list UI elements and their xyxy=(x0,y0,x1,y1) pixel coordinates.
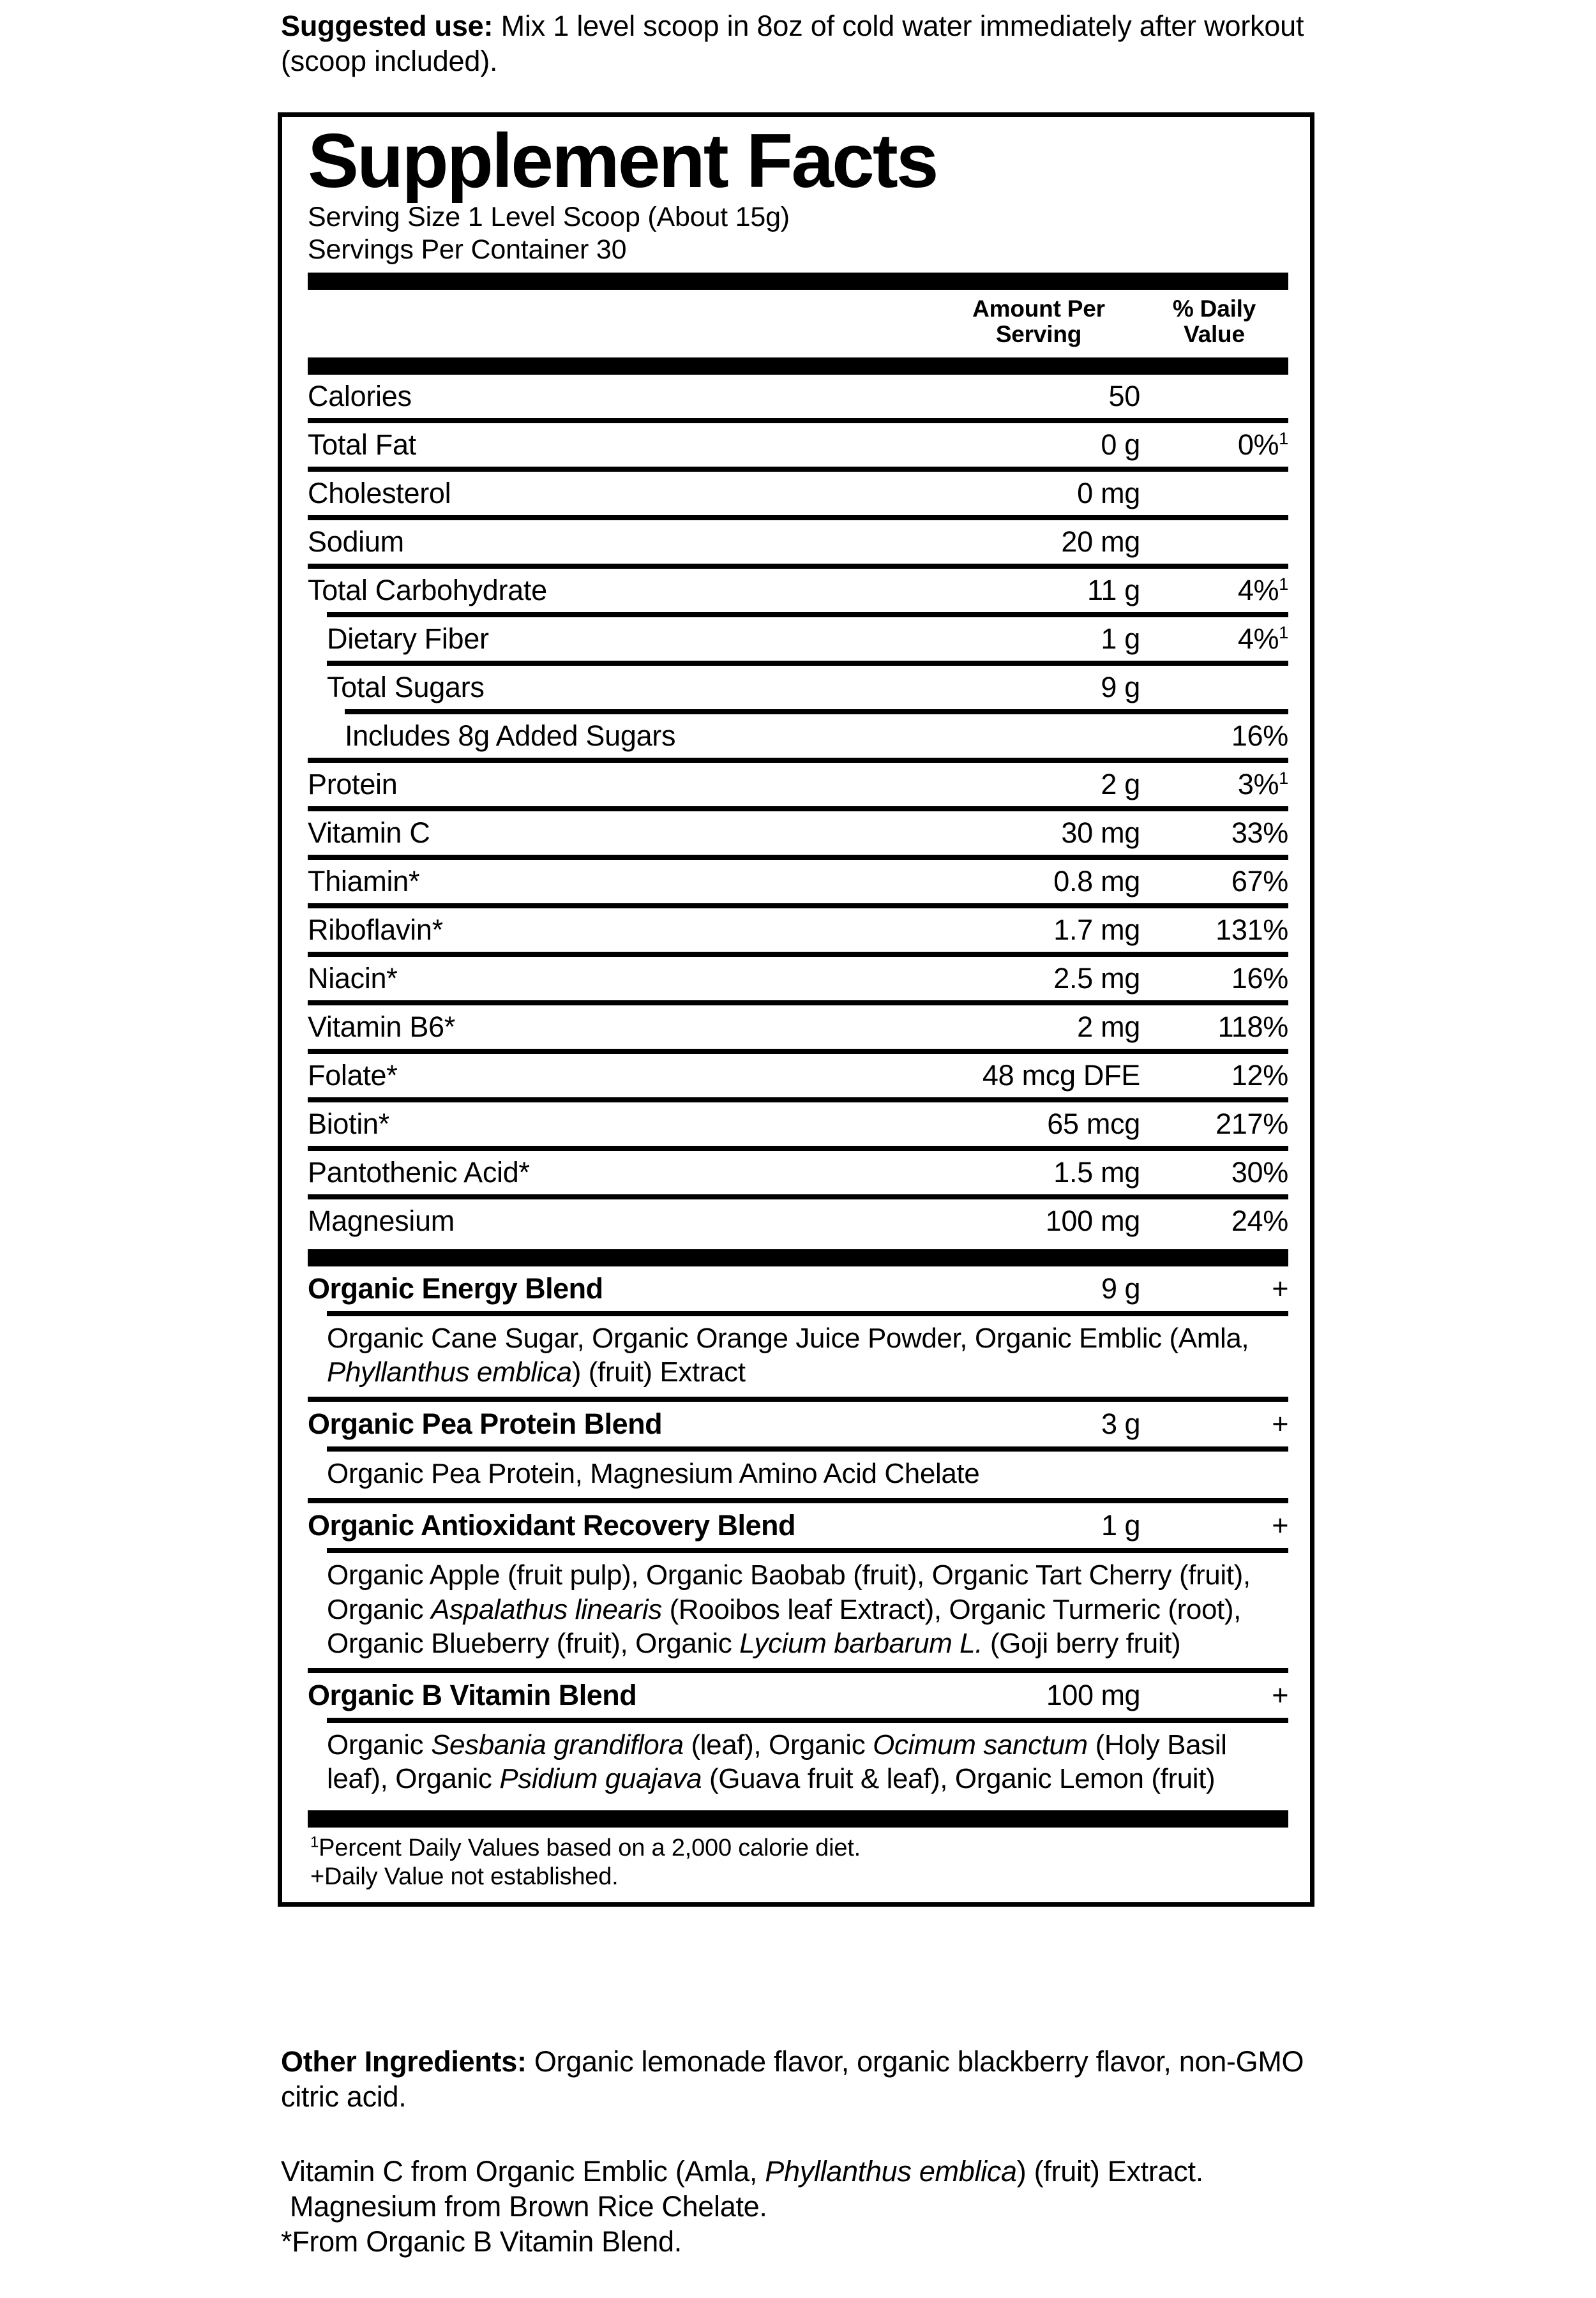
nutrient-row xyxy=(308,860,1288,903)
nutrient-name: Biotin* xyxy=(308,1107,389,1140)
column-header-amount-line1: Amount Per xyxy=(972,295,1105,322)
nutrient-row xyxy=(308,957,1288,1000)
blend-section-divider xyxy=(308,1397,1288,1402)
blend-daily-value: + xyxy=(1272,1408,1288,1441)
nutrient-amount: 1 g xyxy=(1101,622,1140,655)
nutrient-name: Riboflavin* xyxy=(308,913,443,946)
row-divider xyxy=(308,418,1288,423)
blend-ingredients: Organic Pea Protein, Magnesium Amino Acid Chelate xyxy=(327,1458,980,1490)
nutrient-name: Includes 8g Added Sugars xyxy=(345,719,676,752)
blend-amount: 9 g xyxy=(1101,1272,1140,1305)
nutrient-row xyxy=(308,472,1288,515)
nutrient-amount: 1.7 mg xyxy=(1053,913,1140,946)
nutrient-row xyxy=(308,375,1288,418)
nutrient-daily-value: 67% xyxy=(1231,864,1288,897)
nutrient-row xyxy=(308,520,1288,564)
page-title: Supplement Facts xyxy=(308,118,937,204)
suggested-use-label: Suggested use: xyxy=(281,10,493,42)
nutrient-daily-value: 217% xyxy=(1216,1107,1288,1140)
blend-divider xyxy=(327,1311,1288,1316)
blend-sections xyxy=(308,1266,1288,1804)
nutrient-daily-value: 30% xyxy=(1231,1155,1288,1189)
nutrient-amount: 30 mg xyxy=(1061,816,1140,849)
nutrient-name: Protein xyxy=(308,767,398,800)
blend-name: Organic Antioxidant Recovery Blend xyxy=(308,1509,795,1542)
suggested-use-block xyxy=(281,9,1315,79)
row-divider xyxy=(308,467,1288,472)
nutrient-row xyxy=(308,1005,1288,1049)
supplement-facts-panel xyxy=(278,112,1314,1907)
nutrient-name: Thiamin* xyxy=(308,864,420,897)
column-header-amount-line2: Serving xyxy=(995,320,1082,347)
source-note-b-vitamin: *From Organic B Vitamin Blend. xyxy=(281,2225,682,2258)
blend-heading-row xyxy=(308,1266,1288,1311)
nutrient-amount: 48 mcg DFE xyxy=(982,1058,1140,1092)
nutrient-daily-value: 16% xyxy=(1231,961,1288,995)
other-ingredients-label: Other Ingredients: xyxy=(281,2045,527,2078)
blend-heading-row xyxy=(308,1402,1288,1446)
row-divider xyxy=(308,1000,1288,1005)
row-divider xyxy=(308,1097,1288,1102)
blend-ingredients: Organic Sesbania grandiflora (leaf), Organic Ocimum sanctum (Holy Basil leaf), Organic Psidium guajava (Guava fruit & leaf), Organic Lemon (fruit) xyxy=(327,1729,1227,1795)
blend-heading-row xyxy=(308,1503,1288,1548)
blend-daily-value: + xyxy=(1272,1509,1288,1542)
blend-name: Organic Energy Blend xyxy=(308,1272,603,1305)
blend-section-divider xyxy=(308,1498,1288,1503)
blend-daily-value: + xyxy=(1272,1679,1288,1712)
nutrient-amount: 0 g xyxy=(1101,428,1140,461)
nutrient-name: Vitamin B6* xyxy=(308,1010,455,1043)
rule-thick-blends xyxy=(308,1249,1288,1266)
daily-value-footnote-marker: 1 xyxy=(1279,428,1288,448)
nutrient-name: Total Carbohydrate xyxy=(308,573,547,606)
nutrient-row xyxy=(308,617,1288,661)
nutrient-name: Total Fat xyxy=(308,428,416,461)
blend-name: Organic B Vitamin Blend xyxy=(308,1679,637,1712)
row-divider xyxy=(327,612,1288,617)
nutrient-row xyxy=(308,908,1288,952)
nutrient-name: Sodium xyxy=(308,525,404,558)
column-header-dv-line1: % Daily xyxy=(1172,295,1256,322)
nutrient-daily-value: 118% xyxy=(1217,1010,1288,1043)
nutrient-amount: 0 mg xyxy=(1077,476,1140,509)
nutrient-daily-value: 24% xyxy=(1231,1204,1288,1237)
row-divider xyxy=(308,952,1288,957)
blend-divider xyxy=(327,1548,1288,1553)
blend-amount: 1 g xyxy=(1101,1509,1140,1542)
row-divider xyxy=(308,564,1288,569)
nutrient-amount: 100 mg xyxy=(1045,1204,1140,1237)
nutrient-row xyxy=(308,1102,1288,1146)
nutrient-row xyxy=(308,1054,1288,1097)
row-divider xyxy=(308,758,1288,763)
blend-name: Organic Pea Protein Blend xyxy=(308,1408,663,1441)
blend-ingredients: Organic Apple (fruit pulp), Organic Baobab (fruit), Organic Tart Cherry (fruit), Organic Aspalathus linearis (Rooibos leaf Extract), Organic Turmeric (root), Organic Blueberry (fruit), Organic Lycium barbarum L. (Goji berry fruit) xyxy=(327,1559,1251,1659)
rule-thick-footnotes xyxy=(308,1810,1288,1828)
nutrient-amount: 1.5 mg xyxy=(1053,1155,1140,1189)
column-header-dv xyxy=(1140,296,1288,347)
footnote-sup: 1 xyxy=(310,1833,319,1851)
nutrient-daily-value: 131% xyxy=(1216,913,1288,946)
nutrient-daily-value: 4%$^1$ xyxy=(1237,573,1288,606)
column-header-dv-line2: Value xyxy=(1184,320,1245,347)
nutrient-daily-value: 4%$^1$ xyxy=(1237,622,1288,655)
nutrient-name: Cholesterol xyxy=(308,476,451,509)
nutrient-name: Vitamin C xyxy=(308,816,430,849)
nutrient-amount: 9 g xyxy=(1101,670,1140,703)
nutrient-daily-value: 3%$^1$ xyxy=(1237,767,1288,800)
panel-inner xyxy=(282,118,1310,1902)
nutrient-name: Total Sugars xyxy=(327,670,485,703)
nutrient-row xyxy=(308,423,1288,467)
daily-value-footnote-marker: 1 xyxy=(1279,574,1288,594)
nutrient-daily-value: 0%$^1$ xyxy=(1237,428,1288,461)
footnote-percent-dv-text: Percent Daily Values based on a 2,000 calorie diet. xyxy=(319,1834,861,1861)
rule-thick-top xyxy=(308,273,1288,290)
blend-daily-value: + xyxy=(1272,1272,1288,1305)
source-note-magnesium: Magnesium from Brown Rice Chelate. xyxy=(290,2189,767,2223)
rule-thick-header xyxy=(308,357,1288,375)
other-ingredients-text: Organic lemonade flavor, organic blackberry flavor, non-GMO citric acid. xyxy=(281,2045,1304,2113)
suggested-use-text: Mix 1 level scoop in 8oz of cold water immediately after workout (scoop included). xyxy=(281,10,1304,77)
blend-divider xyxy=(327,1446,1288,1452)
servings-per-container: Servings Per Container 30 xyxy=(308,234,627,266)
blend-divider xyxy=(327,1718,1288,1723)
row-divider xyxy=(308,1194,1288,1199)
row-divider xyxy=(308,515,1288,520)
nutrient-amount: 50 xyxy=(1108,379,1140,412)
row-divider xyxy=(308,1049,1288,1054)
row-divider xyxy=(308,855,1288,860)
row-divider xyxy=(345,709,1288,714)
nutrient-row xyxy=(308,1151,1288,1194)
nutrient-name: Magnesium xyxy=(308,1204,455,1237)
nutrient-row xyxy=(308,763,1288,806)
nutrient-daily-value: 12% xyxy=(1231,1058,1288,1092)
blend-heading-row xyxy=(308,1673,1288,1718)
nutrient-amount: 2 mg xyxy=(1077,1010,1140,1043)
source-notes-block xyxy=(281,2154,1315,2260)
nutrient-daily-value: 16% xyxy=(1231,719,1288,752)
nutrient-rows xyxy=(308,375,1288,1243)
nutrient-name: Niacin* xyxy=(308,961,398,995)
footnote-percent-dv xyxy=(310,1834,1288,1863)
nutrient-row xyxy=(308,569,1288,612)
footnotes xyxy=(308,1828,1288,1902)
blend-amount: 100 mg xyxy=(1046,1679,1140,1712)
other-ingredients-block xyxy=(281,2045,1315,2115)
nutrient-amount: 2 g xyxy=(1101,767,1140,800)
footnote-not-established: +Daily Value not established. xyxy=(310,1863,619,1891)
nutrient-row xyxy=(308,1199,1288,1243)
nutrient-name: Folate* xyxy=(308,1058,398,1092)
nutrient-daily-value: 33% xyxy=(1231,816,1288,849)
source-note-vitamin-c: Vitamin C from Organic Emblic (Amla, Phyllanthus emblica) (fruit) Extract. xyxy=(281,2155,1203,2188)
daily-value-footnote-marker: 1 xyxy=(1279,622,1288,642)
nutrient-name: Pantothenic Acid* xyxy=(308,1155,530,1189)
nutrient-amount: 0.8 mg xyxy=(1053,864,1140,897)
row-divider xyxy=(308,806,1288,811)
blend-section-divider xyxy=(308,1668,1288,1673)
nutrient-amount: 20 mg xyxy=(1061,525,1140,558)
nutrient-amount: 2.5 mg xyxy=(1053,961,1140,995)
nutrient-name: Calories xyxy=(308,379,412,412)
column-header-amount xyxy=(937,296,1140,347)
nutrient-amount: 65 mcg xyxy=(1047,1107,1140,1140)
blend-amount: 3 g xyxy=(1101,1408,1140,1441)
nutrient-amount: 11 g xyxy=(1087,573,1140,606)
nutrient-row xyxy=(308,811,1288,855)
nutrient-name: Dietary Fiber xyxy=(327,622,489,655)
row-divider xyxy=(308,903,1288,908)
serving-size: Serving Size 1 Level Scoop (About 15g) xyxy=(308,202,790,233)
daily-value-footnote-marker: 1 xyxy=(1279,768,1288,788)
row-divider xyxy=(327,661,1288,666)
nutrient-row xyxy=(308,714,1288,758)
row-divider xyxy=(308,1146,1288,1151)
nutrient-row xyxy=(308,666,1288,709)
column-headers xyxy=(308,290,1288,352)
blend-ingredients: Organic Cane Sugar, Organic Orange Juice Powder, Organic Emblic (Amla, Phyllanthus emblica) (fruit) Extract xyxy=(327,1322,1249,1388)
